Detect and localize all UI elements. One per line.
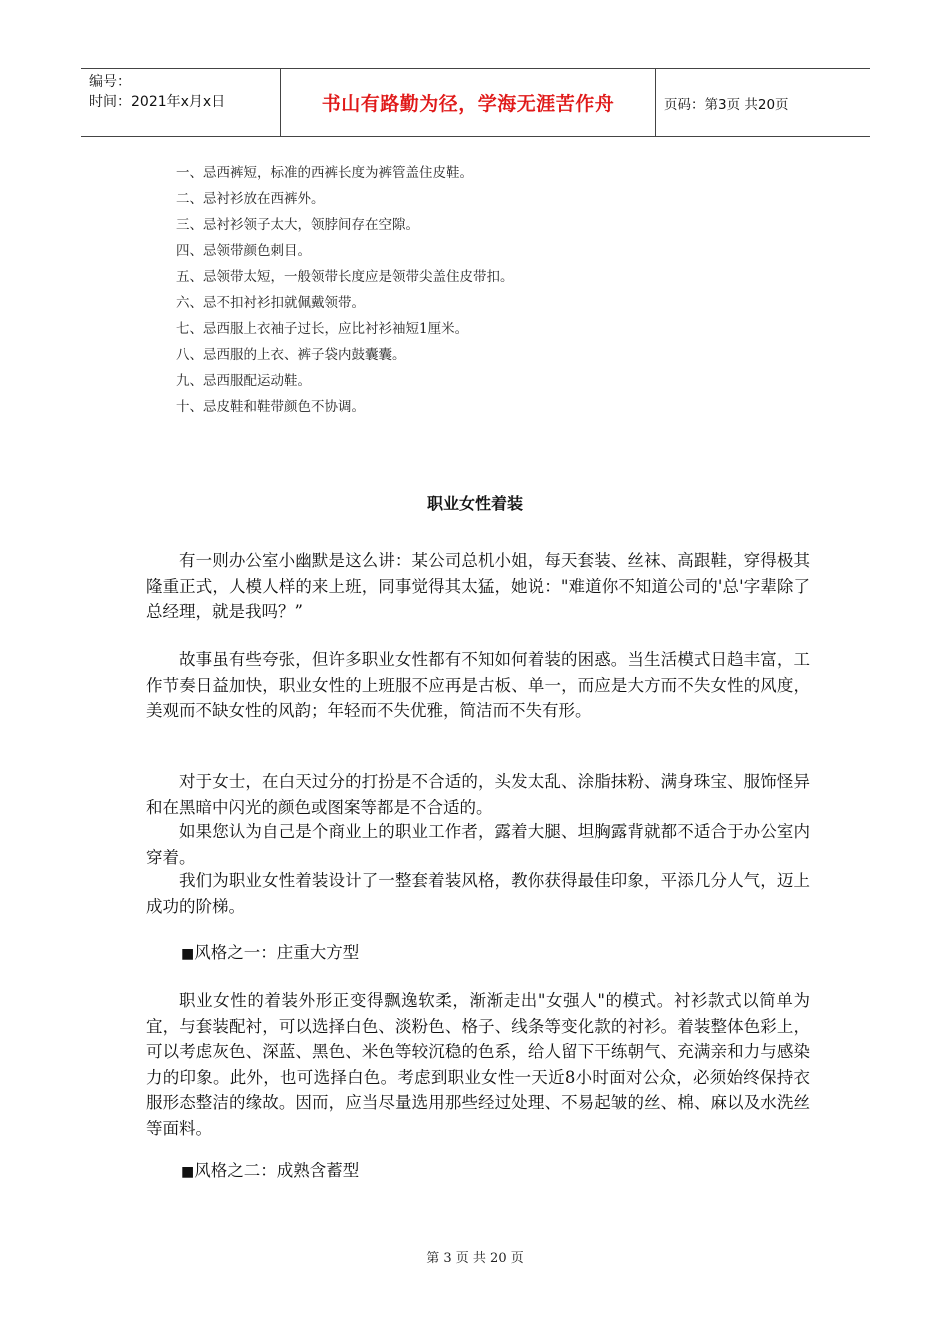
list-item: 四、忌领带颜色刺目。 — [176, 243, 311, 259]
header-page-number: 页码：第3页 共20页 — [664, 96, 789, 113]
list-item: 一、忌西裤短，标准的西裤长度为裤管盖住皮鞋。 — [176, 165, 473, 181]
list-item: 三、忌衬衫领子太大，领脖间存在空隙。 — [176, 217, 419, 233]
paragraph-anecdote: 有一则办公室小幽默是这么讲：某公司总机小姐，每天套装、丝袜、高跟鞋，穿得极其隆重正式，人模人样的来上班，同事觉得其太猛，她说："难道你不知道公司的'总'字辈除了总经理，就是我吗？” — [146, 551, 810, 621]
page-footer: 第 3 页 共 20 页 — [426, 1251, 524, 1266]
list-item: 五、忌领带太短，一般领带长度应是领带尖盖住皮带扣。 — [176, 269, 514, 285]
header-motto: 书山有路勤为径，学海无涯苦作舟 — [281, 69, 656, 136]
list-item: 二、忌衬衫放在西裤外。 — [176, 191, 325, 207]
document-number-label: 编号： — [89, 74, 131, 90]
list-item: 十、忌皮鞋和鞋带颜色不协调。 — [176, 399, 365, 415]
style-heading-2 — [181, 1158, 359, 1185]
suit-taboo-list — [176, 160, 514, 420]
paragraph-style-1: 职业女性的着装外形正变得飘逸软柔，渐渐走出"女强人"的模式。衬衫款式以简单为宜，与套装配衬，可以选择白色、淡粉色、格子、线条等变化款的衬衫。着装整体色彩上，可以考虑灰色、深蓝、黑色、米色等较沉稳的色系，给人留下干练朝气、充满亲和力与感染力的印象。此外，也可选择白色。考虑到职业女性一天近8小时面对公众，必须始终保持衣服形态整洁的缘故。因而，应当尽量选用那些经过处理、不易起皱的丝、棉、麻以及水洗丝等面料。 — [146, 991, 810, 1138]
paragraph-style-intro: 我们为职业女性着装设计了一整套着装风格，教你获得最佳印象，平添几分人气，迈上成功的阶梯。 — [146, 871, 810, 916]
paragraph-intro: 故事虽有些夸张，但许多职业女性都有不知如何着装的困惑。当生活模式日趋丰富，工作节奏日益加快，职业女性的上班服不应再是古板、单一，而应是大方而不失女性的风度，美观而不缺女性的风韵；年轻而不失优雅，简洁而不失有形。 — [146, 650, 810, 720]
square-bullet-icon: ■ — [181, 946, 195, 962]
page-header — [81, 68, 870, 137]
style-heading-1 — [181, 940, 359, 967]
section-title: 职业女性着装 — [426, 494, 523, 513]
paragraph-daytime-advice: 对于女士，在白天过分的打扮是不合适的，头发太乱、涂脂抹粉、满身珠宝、服饰怪异和在黑暗中闪光的颜色或图案等都是不合适的。 — [146, 772, 810, 817]
paragraph-office-advice: 如果您认为自己是个商业上的职业工作者，露着大腿、坦胸露背就都不适合于办公室内穿着。 — [146, 822, 810, 867]
list-item: 六、忌不扣衬衫扣就佩戴领带。 — [176, 295, 365, 311]
style-heading-1-text: 风格之一：庄重大方型 — [194, 943, 360, 962]
document-time-label: 时间：2021年x月x日 — [89, 94, 226, 110]
list-item: 七、忌西服上衣袖子过长，应比衬衫袖短1厘米。 — [176, 321, 469, 337]
style-heading-2-text: 风格之二：成熟含蓄型 — [194, 1161, 360, 1180]
list-item: 八、忌西服的上衣、裤子袋内鼓囊囊。 — [176, 347, 406, 363]
list-item: 九、忌西服配运动鞋。 — [176, 373, 311, 389]
header-meta — [81, 69, 281, 136]
square-bullet-icon: ■ — [181, 1164, 195, 1180]
